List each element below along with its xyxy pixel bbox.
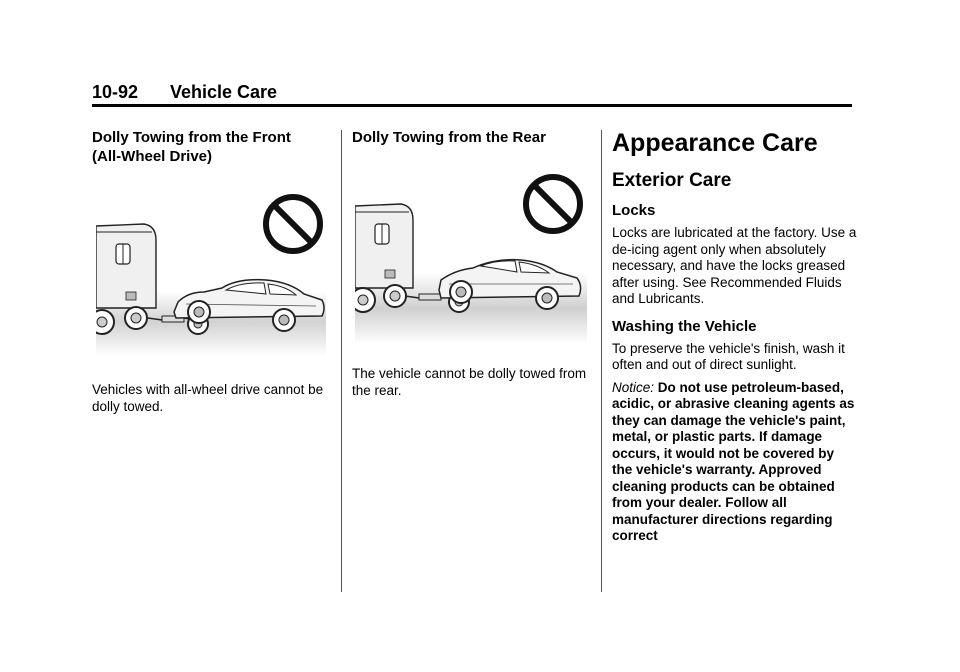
notice-label: Notice: [612, 379, 655, 395]
motorhome-graphic [355, 204, 413, 312]
notice-text: Do not use petroleum-based, acidic, or abrasive cleaning agents as they can damage the vehicle's paint, metal, or plastic parts. If damage occurs, it would not be covered by the vehicle's warranty. Approved cleaning products can be obtained from your dealer. Follow all manufacturer directions regarding correct [612, 379, 855, 543]
column-appearance-care [612, 128, 858, 545]
rear-dolly-towing-illustration [355, 166, 587, 344]
column-front-towing [92, 128, 328, 166]
exterior-care-heading: Exterior Care [612, 170, 732, 191]
locks-paragraph: Locks are lubricated at the factory. Use a de-icing agent only when absolutely necessary, and have the locks greased after using. See Recommended Fluids and Lubricants. [612, 225, 857, 306]
locks-heading: Locks [612, 202, 656, 219]
motorhome-graphic [96, 224, 156, 334]
section-heading-front-towing [92, 128, 328, 166]
section-heading-rear-towing: Dolly Towing from the Rear [352, 129, 546, 146]
heading-line: (All-Wheel Drive) [92, 148, 213, 165]
notice-block [612, 380, 858, 545]
front-towing-text [92, 382, 332, 415]
washing-paragraph: To preserve the vehicle's finish, wash it often and out of direct sunlight. [612, 340, 845, 372]
body-paragraph: Vehicles with all-wheel drive cannot be dolly towed. [92, 382, 324, 414]
page-number: 10-92 [92, 82, 139, 102]
appearance-care-title: Appearance Care [612, 129, 818, 157]
header-rule [92, 104, 852, 107]
column-divider [601, 130, 602, 592]
page-header [92, 82, 852, 106]
rear-towing-text [352, 366, 588, 399]
washing-heading: Washing the Vehicle [612, 317, 757, 335]
column-divider [341, 130, 342, 592]
front-dolly-towing-illustration [96, 184, 326, 356]
heading-line: Dolly Towing from the Front [92, 129, 291, 146]
body-paragraph: The vehicle cannot be dolly towed from the rear. [352, 366, 587, 398]
column-rear-towing [352, 128, 588, 147]
chapter-title: Vehicle Care [170, 82, 278, 102]
